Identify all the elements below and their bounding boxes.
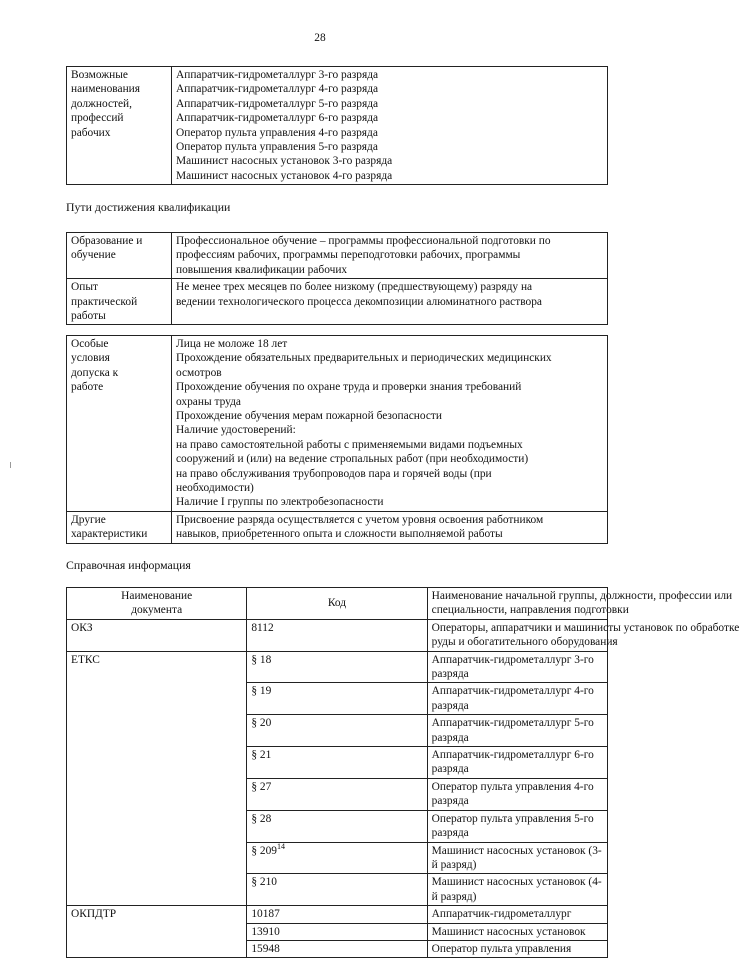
code-cell: § 210 [247,874,427,906]
label-line: Другие [71,513,106,526]
name-cell: Аппаратчик-гидрометаллург 4-го разряда [427,683,607,715]
text-line: профессиям рабочих, программы переподготовки рабочих, программы [176,249,521,262]
code-text: § 209 [251,844,277,857]
label-line: обучение [71,249,116,262]
header-name [427,588,733,620]
text-line: повышения квалификации рабочих [176,263,348,276]
code-cell: 13910 [247,923,427,940]
text-line: ведении технологического процесса декомпозиции алюминатного раствора [176,295,542,308]
label-line: характеристики [71,528,148,541]
header-code: Код [247,588,427,620]
conditions-label [67,336,172,512]
conditions-value [172,336,608,512]
section-heading-reference: Справочная информация [66,558,191,572]
table-row [67,619,608,651]
doc-okpdtr: ОКПДТР [67,906,247,958]
name-cell [427,619,739,651]
header-line: специальности, направления подготовки [431,604,629,617]
code-cell: 8112 [247,619,427,651]
job-title: Машинист насосных установок 3-го разряда [176,155,393,168]
job-title: Аппаратчик-гидрометаллург 4-го разряда [176,83,379,96]
education-label [67,233,172,279]
reference-header-row [67,588,608,620]
label-line: Образование и [71,235,143,247]
text-line: Операторы, аппаратчики и машинисты установок по обработке [431,621,739,634]
header-document [67,588,247,620]
header-line: документа [131,604,183,617]
doc-okz: ОКЗ [67,619,247,651]
job-title: Оператор пульта управления 5-го разряда [176,141,378,154]
text-line: сооружений и (или) на ведение стропальных работ (при необходимости) [176,453,529,466]
section-heading-qualification-paths: Пути достижения квалификации [66,200,231,214]
label-line: Возможные [71,69,128,81]
label-line: Особые [71,338,109,350]
label-line: профессий [71,112,124,125]
label-line: допуска к [71,366,119,379]
label-line: работы [71,310,106,323]
job-title: Оператор пульта управления 4-го разряда [176,126,378,139]
table-row [67,651,608,683]
code-cell: § 20 [247,715,427,747]
code-cell [247,842,427,874]
scan-edge-mark [10,462,11,468]
education-value [172,233,608,279]
text-line: Лица не моложе 18 лет [176,338,288,350]
header-line: Наименование начальной группы, должности, профессии или [431,590,733,602]
text-line: навыков, приобретенного опыта и сложности выполняемой работы [176,528,503,541]
text-line: Не менее трех месяцев по более низкому (предшествующему) разряду на [176,281,533,294]
experience-value [172,279,608,325]
code-cell: 15948 [247,940,427,957]
job-titles-list [172,67,608,185]
text-line: осмотров [176,366,222,379]
page-number: 28 [314,32,326,44]
label-line: рабочих [71,126,111,139]
label-line: наименования [71,83,141,96]
text-line: Наличие I группы по электробезопасности [176,496,384,509]
label-line: работе [71,381,104,394]
label-line: должностей, [71,97,133,110]
name-cell: Машинист насосных установок (3-й разряд) [427,842,607,874]
code-cell: § 28 [247,810,427,842]
code-cell: § 18 [247,651,427,683]
name-cell: Машинист насосных установок [427,923,607,940]
job-title: Аппаратчик-гидрометаллург 5-го разряда [176,97,379,110]
label-line: практической [71,295,138,308]
text-line: руды и обогатительного оборудования [431,636,618,649]
experience-label [67,279,172,325]
job-titles-label [67,67,172,185]
code-cell: § 21 [247,747,427,779]
name-cell: Машинист насосных установок (4-й разряд) [427,874,607,906]
name-cell: Аппаратчик-гидрометаллург [427,906,607,923]
text-line: охраны труда [176,395,241,408]
text-line: Прохождение обучения по охране труда и проверки знания требований [176,381,522,394]
label-line: Опыт [71,281,98,294]
footnote-mark: 14 [276,841,285,851]
text-line: на право самостоятельной работы с применяемыми видами подъемных [176,438,523,451]
code-cell: § 19 [247,683,427,715]
text-line: Присвоение разряда осуществляется с учетом уровня освоения работником [176,513,544,526]
name-cell: Оператор пульта управления [427,940,607,957]
job-title: Машинист насосных установок 4-го разряда [176,169,393,182]
header-line: Наименование [121,590,193,602]
job-title: Аппаратчик-гидрометаллург 3-го разряда [176,69,379,81]
code-cell: § 27 [247,778,427,810]
table-row [67,906,608,923]
name-cell: Аппаратчик-гидрометаллург 6-го разряда [427,747,607,779]
job-titles-table [66,66,608,185]
qualification-paths-table [66,232,608,325]
text-line: на право обслуживания трубопроводов пара и горячей воды (при [176,467,492,480]
name-cell: Аппаратчик-гидрометаллург 5-го разряда [427,715,607,747]
code-cell: 10187 [247,906,427,923]
reference-table [66,587,739,958]
text-line: Прохождение обучения мерам пожарной безопасности [176,410,442,423]
other-characteristics-label [67,511,172,543]
admission-conditions-table [66,335,608,544]
doc-etks: ЕТКС [67,651,247,906]
text-line: Профессиональное обучение – программы профессиональной подготовки по [176,235,551,247]
name-cell: Оператор пульта управления 5-го разряда [427,810,607,842]
other-characteristics-value [172,511,608,543]
text-line: необходимости) [176,482,254,495]
name-cell: Аппаратчик-гидрометаллург 3-го разряда [427,651,607,683]
job-title: Аппаратчик-гидрометаллург 6-го разряда [176,112,379,125]
label-line: условия [71,352,110,365]
text-line: Наличие удостоверений: [176,424,296,437]
name-cell: Оператор пульта управления 4-го разряда [427,778,607,810]
text-line: Прохождение обязательных предварительных и периодических медицинских [176,352,552,365]
